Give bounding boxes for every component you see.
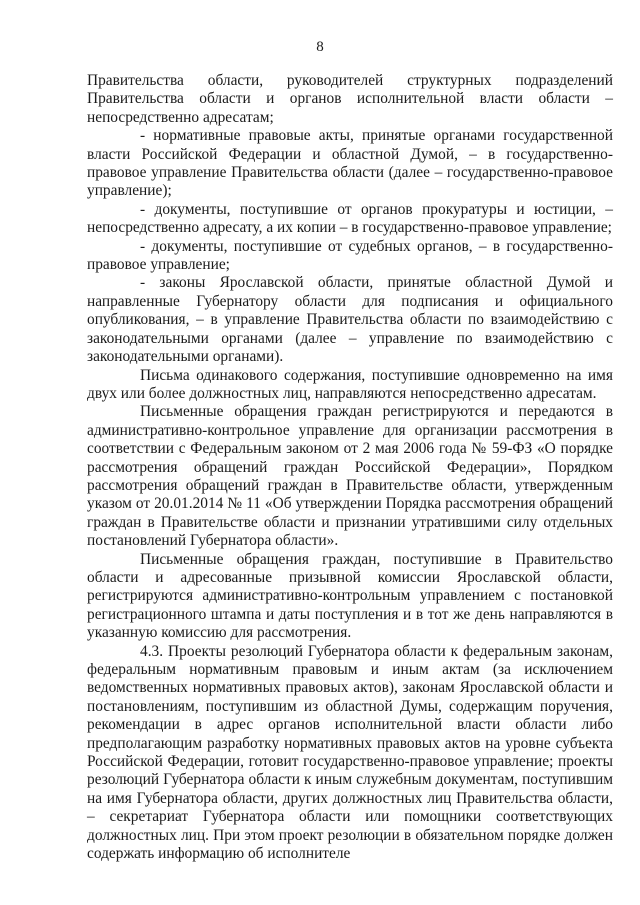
paragraph-conscription-appeals: Письменные обращения граждан, поступившие в Правительство области и адресованные призывной комиссии Ярославской области, регистрируются административно-контрольным управлением с постановкой регистрационного штампа и даты поступления и в тот же день направляются в указанную комиссию для рассмотрения. [87, 550, 613, 642]
paragraph-continuation: Правительства области, руководителей структурных подразделений Правительства области и органов исполнительной власти области – непосредственно адресатам; [87, 72, 613, 126]
list-item-regional-laws: - законы Ярославской области, принятые областной Думой и направленные Губернатору области для подписания и официального опубликования, – в управление Правительства области по взаимодействию с законодательными органами (далее – управление по взаимодействию с законодательными органами). [87, 274, 613, 366]
list-item-prosecution-documents: - документы, поступившие от органов прокуратуры и юстиции, – непосредственно адресату, а их копии – в государственно-правовое управление; [87, 200, 613, 237]
page-number: 8 [316, 39, 324, 55]
list-item-court-documents: - документы, поступившие от судебных органов, – в государственно-правовое управление; [87, 237, 613, 274]
paragraph-citizen-appeals: Письменные обращения граждан регистрируются и передаются в административно-контрольное управление для организации рассмотрения в соответствии с Федеральным законом от 2 мая 2006 года № 59-ФЗ «О порядке рассмотрения обращений граждан Российской Федерации», Порядком рассмотрения обращений граждан в Правительстве области, утвержденным указом от 20.01.2014 № 11 «Об утверждении Порядка рассмотрения обращений граждан в Правительстве области и признании утратившими силу отдельных постановлений Губернатора области». [87, 403, 613, 550]
list-item-normative-acts: - нормативные правовые акты, принятые органами государственной власти Российской Федерации и областной Думой, – в государственно-правовое управление Правительства области (далее – государственно-правовое управление); [87, 127, 613, 200]
paragraph-identical-letters: Письма одинакового содержания, поступившие одновременно на имя двух или более должностных лиц, направляются непосредственно адресатам. [87, 366, 613, 402]
paragraph-section-4-3: 4.3. Проекты резолюций Губернатора области к федеральным законам, федеральным нормативным правовым и иным актам (за исключением ведомственных нормативных правовых актов), законам Ярославской области и постановлениям, поступившим из областной Думы, содержащим поручения, рекомендации в адрес органов исполнительной власти области либо предполагающим разработку нормативных правовых актов на уровне субъекта Российской Федерации, готовит государственно-правовое управление; проекты резолюций Губернатора области к иным служебным документам, поступившим на имя Губернатора области, других должностных лиц Правительства области, – секретариат Губернатора области или помощники соответствующих должностных лиц. При этом проект резолюции в обязательном порядке должен содержать информацию об исполнителе [87, 642, 613, 863]
document-body [87, 72, 613, 863]
